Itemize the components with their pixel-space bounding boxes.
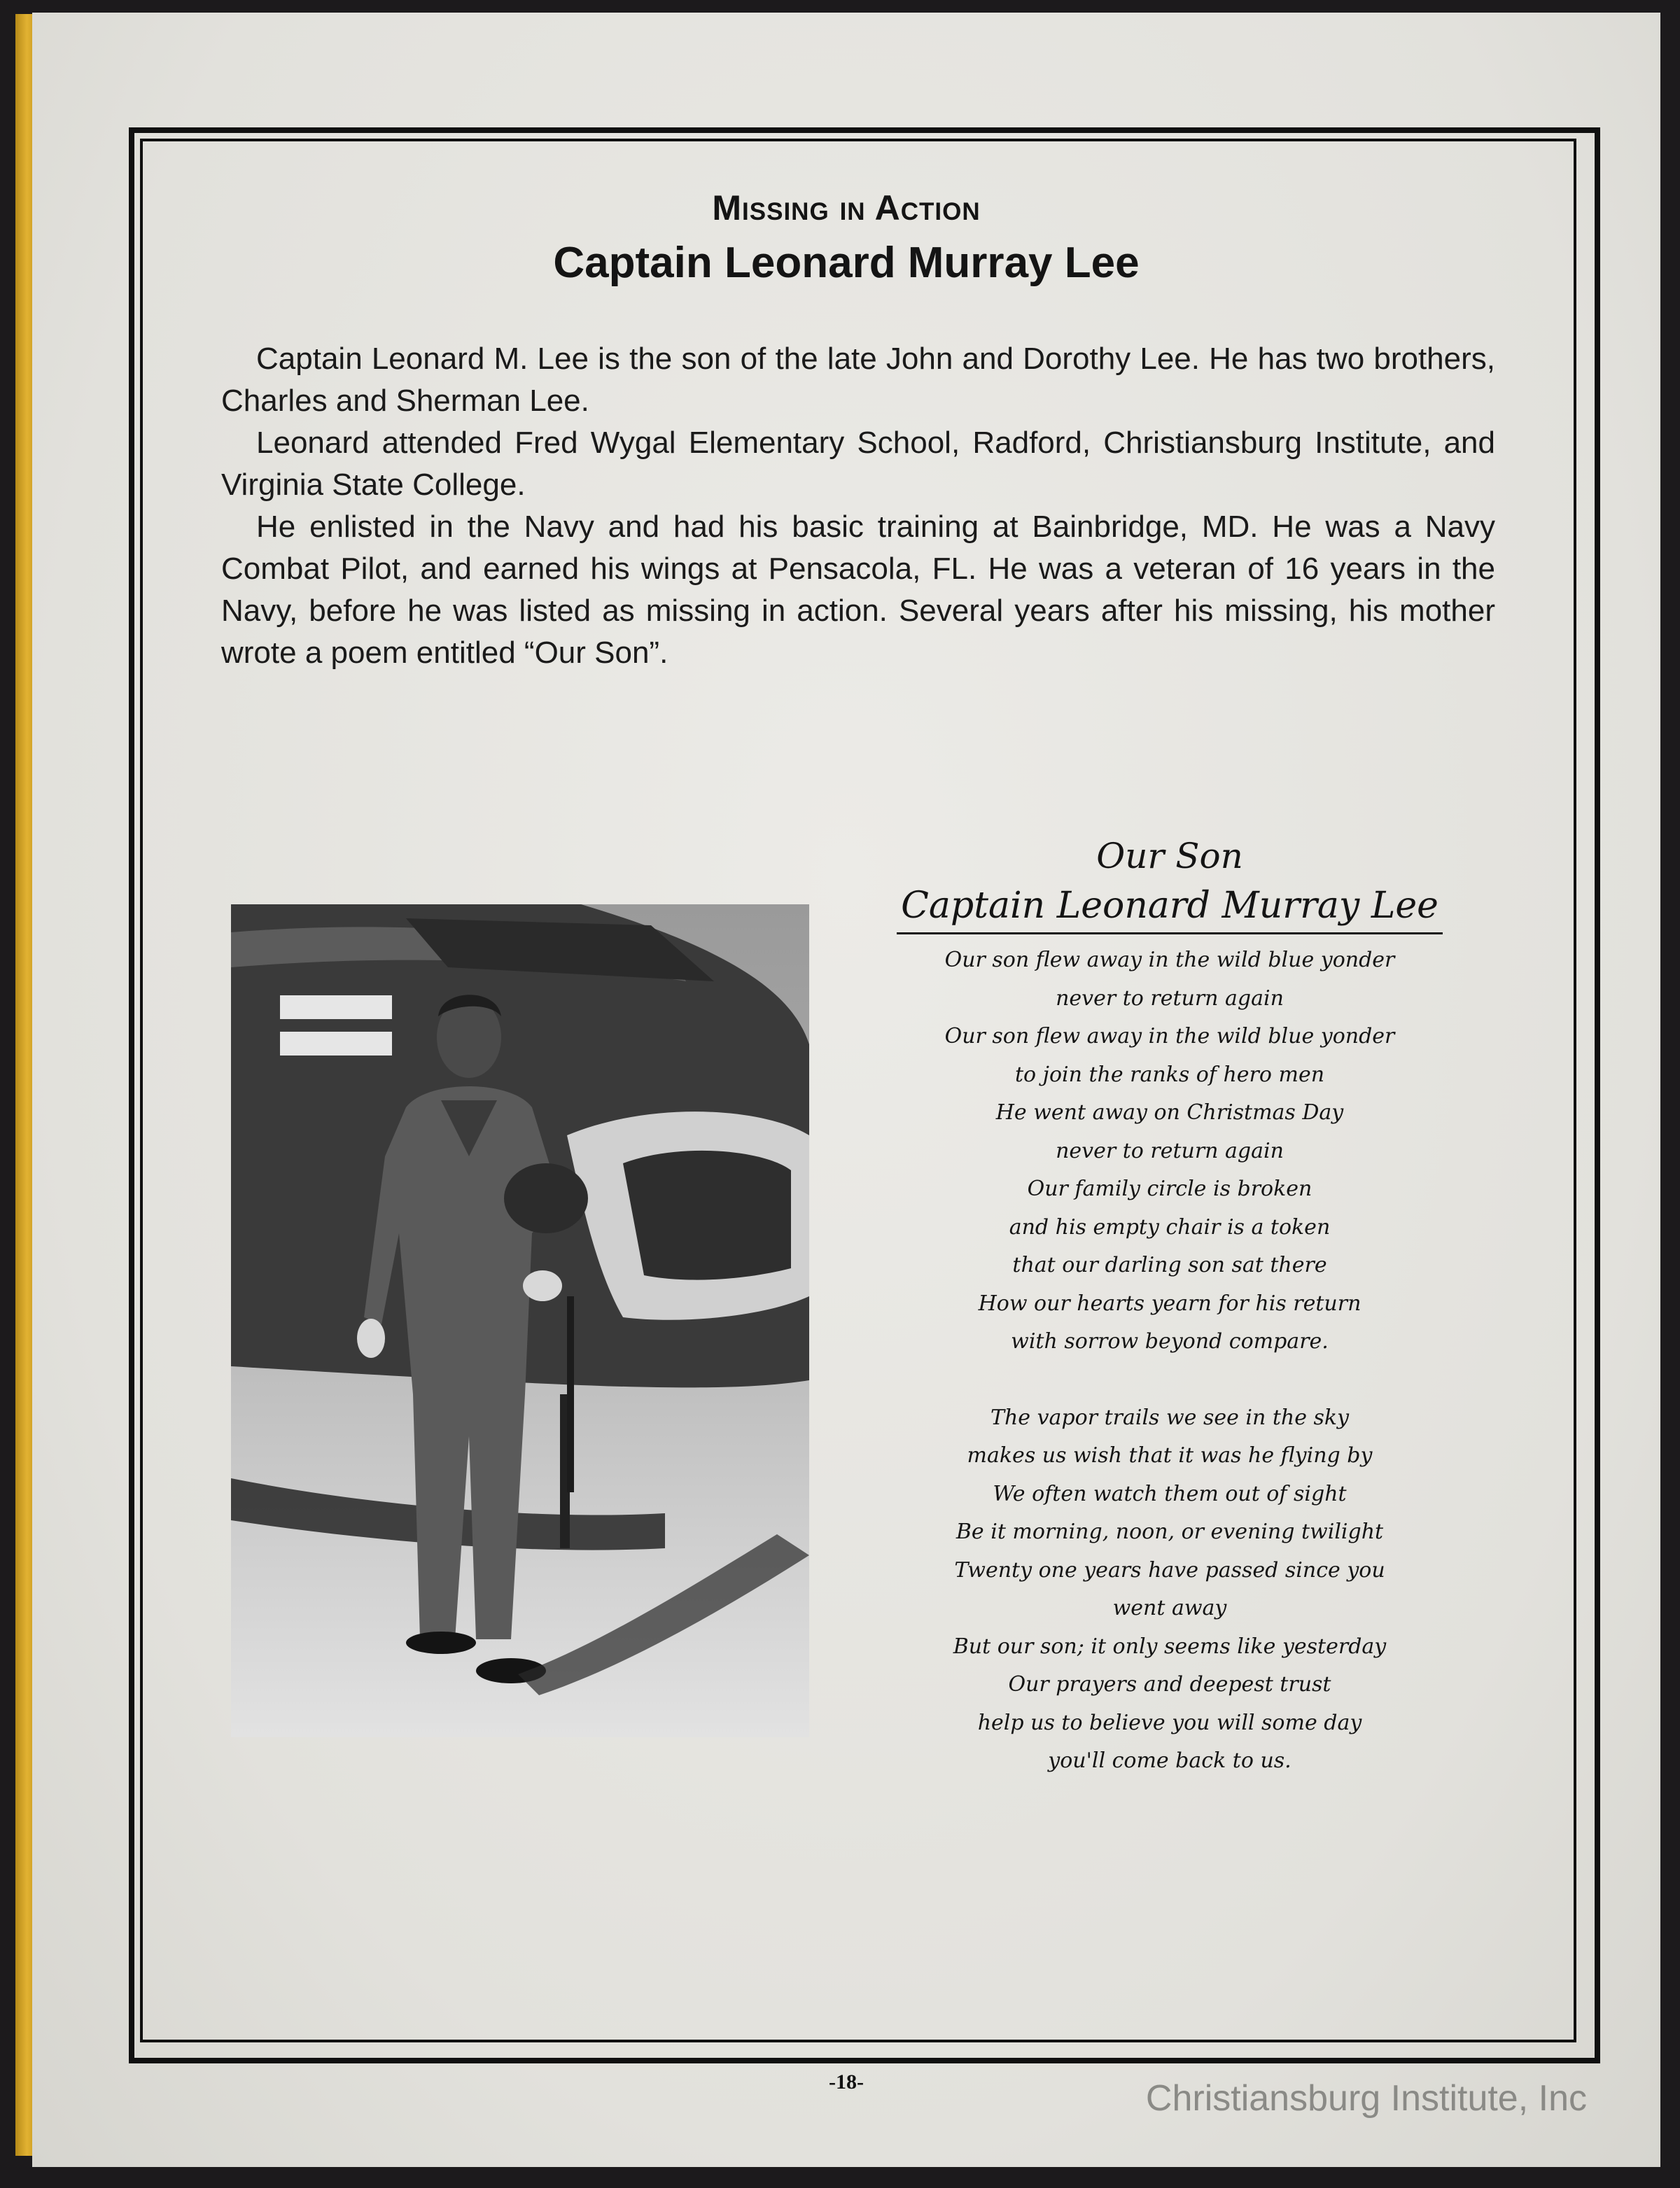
page-number: -18-	[829, 2070, 864, 2094]
bio-paragraph-service: He enlisted in the Navy and had his basic training at Bainbridge, MD. He was a Navy Combat Pilot, and earned his wings at Pensacola, FL. He was a veteran of 16 years in the Navy, before he was listed as missing in action. Several years after his missing, his mother wrote a poem entitled “Our Son”.	[221, 510, 1495, 670]
bio-paragraph-family: Captain Leonard M. Lee is the son of the late John and Dorothy Lee. He has two brothers, Charles and Sherman Lee.	[221, 342, 1495, 418]
section-kicker: Missing in Action	[712, 188, 981, 227]
pilot-photo-image	[231, 904, 809, 1737]
poem-title: Our Son	[1096, 836, 1243, 876]
bio-paragraph-education: Leonard attended Fred Wygal Elementary School, Radford, Christiansburg Institute, and Virginia State College.	[221, 426, 1495, 502]
biography	[221, 338, 1495, 674]
page-title: Captain Leonard Murray Lee	[553, 239, 1140, 287]
document-page	[32, 13, 1660, 2167]
poem-stanza-1: Our son flew away in the wild blue yonder never to return again Our son flew away in the wild blue yonder to join the ranks of hero men He went away on Christmas Day never to return again Our family circle is broken and his empty chair is a token that our darling son sat there How our hearts yearn for his return with sorrow beyond compare.	[944, 948, 1395, 1354]
poem-subtitle: Captain Leonard Murray Lee	[897, 881, 1443, 934]
poem	[879, 832, 1460, 1781]
pilot-photo	[231, 904, 809, 1737]
archive-watermark: Christiansburg Institute, Inc	[1145, 2078, 1587, 2119]
poem-stanza-2: The vapor trails we see in the sky makes us wish that it was he flying by We often watch them out of sight Be it morning, noon, or evening twilight Twenty one years have passed since you went away But our son; it only seems like yesterday Our prayers and deepest trust help us to believe you will some day you'll come back to us.	[953, 1405, 1387, 1773]
